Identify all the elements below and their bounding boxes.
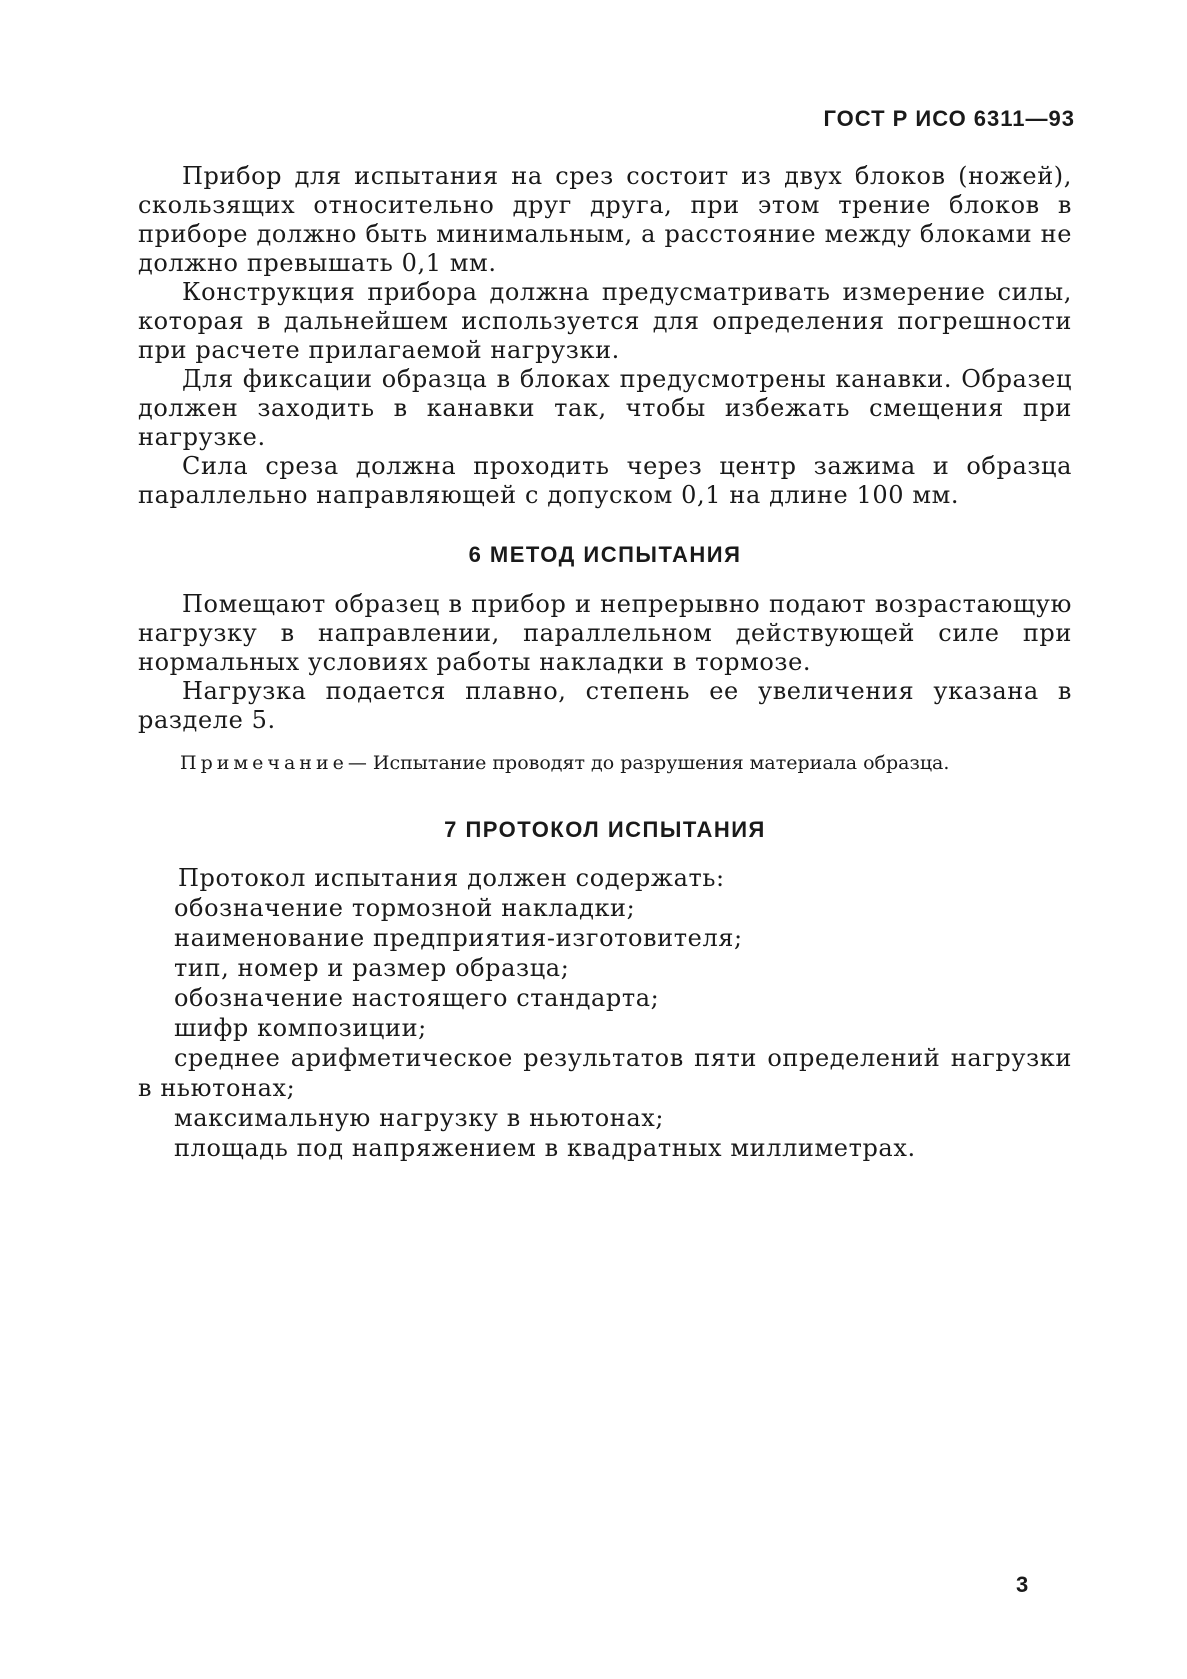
section5-paragraph-4: Сила среза должна проходить через центр зажима и образца параллельно направляющей с допуском 0,1 на длине 100 мм. [138,452,1072,509]
page-number: 3 [1016,1572,1029,1597]
section5-paragraph-3: Для фиксации образца в блоках предусмотрены канавки. Образец должен заходить в канавки так, чтобы избежать смещения при нагрузке. [138,365,1072,451]
protocol-item: обозначение тормозной накладки; [174,894,636,922]
protocol-item-wrapped: среднее арифметическое результатов пяти определений нагрузки в ньютонах; [138,1044,1072,1102]
section6-title: 6 МЕТОД ИСПЫТАНИЯ [468,542,742,567]
protocol-item: тип, номер и размер образца; [174,954,570,982]
section5-paragraph-1: Прибор для испытания на срез состоит из двух блоков (ножей), скользящих относительно друг друга, при этом трение блоков в приборе должно быть минимальным, а расстояние между блоками не должно превышать 0,1 мм. [138,162,1072,277]
section6-note [138,751,1072,775]
protocol-intro: Протокол испытания должен содержать: [178,864,725,892]
section7-title: 7 ПРОТОКОЛ ИСПЫТАНИЯ [444,817,766,842]
protocol-item: шифр композиции; [174,1014,427,1042]
section6-paragraph-2: Нагрузка подается плавно, степень ее увеличения указана в разделе 5. [138,677,1072,734]
protocol-item: максимальную нагрузку в ньютонах; [174,1104,665,1132]
document-code-header: ГОСТ Р ИСО 6311—93 [823,106,1075,131]
page-content [138,162,1072,1163]
note-text: — Испытание проводят до разрушения материала образца. [347,752,950,774]
note-label: Примечание [180,752,348,774]
protocol-item: наименование предприятия-изготовителя; [174,924,743,952]
protocol-item: обозначение настоящего стандарта; [174,984,660,1012]
section5-paragraph-2: Конструкция прибора должна предусматривать измерение силы, которая в дальнейшем используется для определения погрешности при расчете прилагаемой нагрузки. [138,278,1072,364]
section6-paragraph-1: Помещают образец в прибор и непрерывно подают возрастающую нагрузку в направлении, параллельном действующей силе при нормальных условиях работы накладки в тормозе. [138,590,1072,676]
protocol-item: площадь под напряжением в квадратных миллиметрах. [174,1134,916,1162]
